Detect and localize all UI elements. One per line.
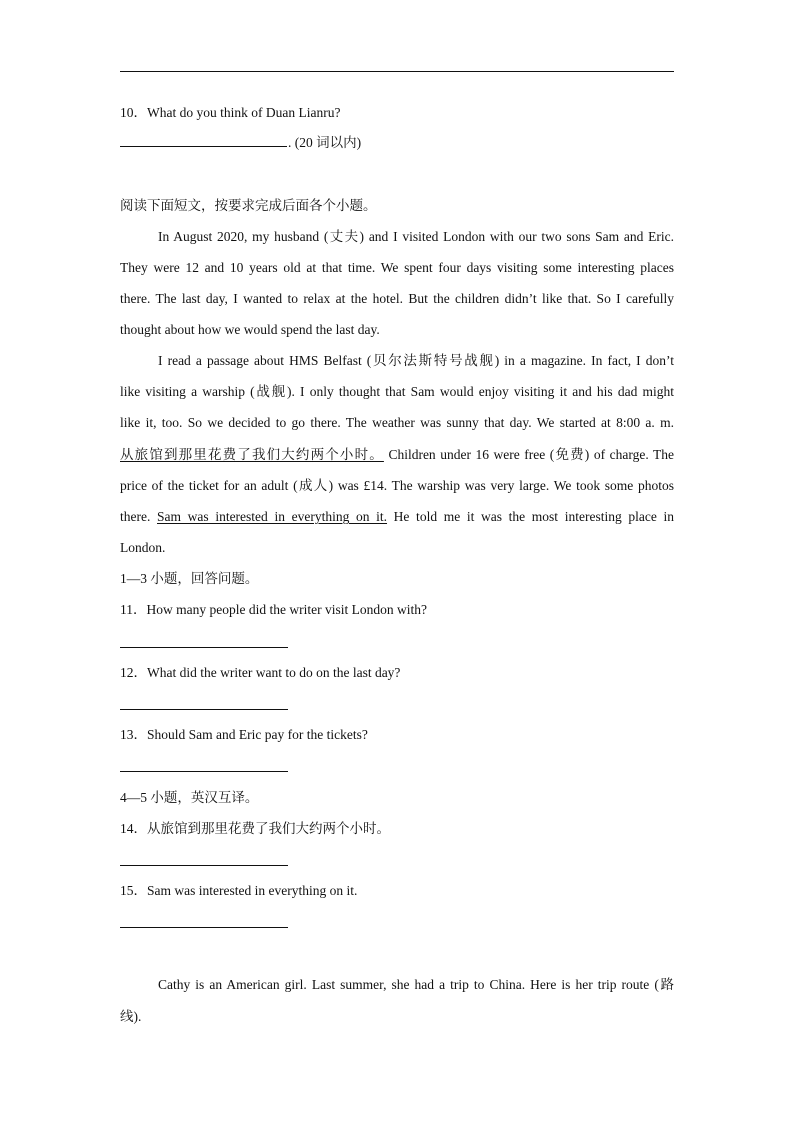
passage2-line: Cathy is an American girl. Last summer, she had a trip to China. Here is her trip route (路 (158, 977, 674, 992)
reading-instruction: 阅读下面短文，按要求完成后面各个小题。 (120, 198, 377, 213)
question-14: 14．从旅馆到那里花费了我们大约两个小时。 (120, 821, 390, 836)
passage-line: London. (120, 540, 166, 555)
passage-line: price of the ticket for an adult (成人) was £14. The warship was very large. We took some photos (120, 478, 674, 493)
passage-line: thought about how we would spend the last day. (120, 322, 380, 337)
passage-line: 从旅馆到那里花费了我们大约两个小时。 Children under 16 were free (免费) of charge. The (120, 447, 674, 462)
question-13: 13．Should Sam and Eric pay for the tickets? (120, 727, 368, 742)
section-instruction-1-3: 1—3 小题，回答问题。 (120, 571, 259, 586)
header-rule (120, 71, 674, 72)
passage-line: there. The last day, I wanted to relax at the hotel. But the children didn’t like that. So I carefully (120, 291, 674, 306)
question-11: 11．How many people did the writer visit London with? (120, 602, 427, 617)
question-12: 12．What did the writer want to do on the last day? (120, 665, 401, 680)
section-instruction-4-5: 4—5 小题，英汉互译。 (120, 790, 259, 805)
answer-blank-15[interactable] (120, 927, 288, 928)
passage-line: like it, too. So we decided to go there. The weather was sunny that day. We started at 8:00 a. m. (120, 415, 674, 430)
passage2-line: 线). (120, 1009, 142, 1024)
question-10: 10．What do you think of Duan Lianru? (120, 105, 341, 120)
word-limit-hint: . (20 词以内) (288, 135, 362, 150)
answer-blank-14[interactable] (120, 865, 288, 866)
passage-line: In August 2020, my husband (丈夫) and I visited London with our two sons Sam and Eric. (158, 229, 674, 244)
passage-line: like visiting a warship (战舰). I only thought that Sam would enjoy visiting it and his dad might (120, 384, 674, 399)
passage-line: there. Sam was interested in everything on it. He told me it was the most interesting place in (120, 509, 674, 524)
underlined-sentence-1: 从旅馆到那里花费了我们大约两个小时。 (120, 447, 384, 462)
answer-blank-12[interactable] (120, 709, 288, 710)
underlined-sentence-2: Sam was interested in everything on it. (157, 509, 388, 524)
answer-blank-11[interactable] (120, 647, 288, 648)
answer-blank-10[interactable] (120, 134, 287, 147)
passage-line: They were 12 and 10 years old at that time. We spent four days visiting some interesting places (120, 260, 674, 275)
passage-line: I read a passage about HMS Belfast (贝尔法斯特号战舰) in a magazine. In fact, I don’t (158, 353, 674, 368)
answer-line-10 (120, 134, 674, 152)
answer-blank-13[interactable] (120, 771, 288, 772)
question-15: 15．Sam was interested in everything on it. (120, 883, 358, 898)
